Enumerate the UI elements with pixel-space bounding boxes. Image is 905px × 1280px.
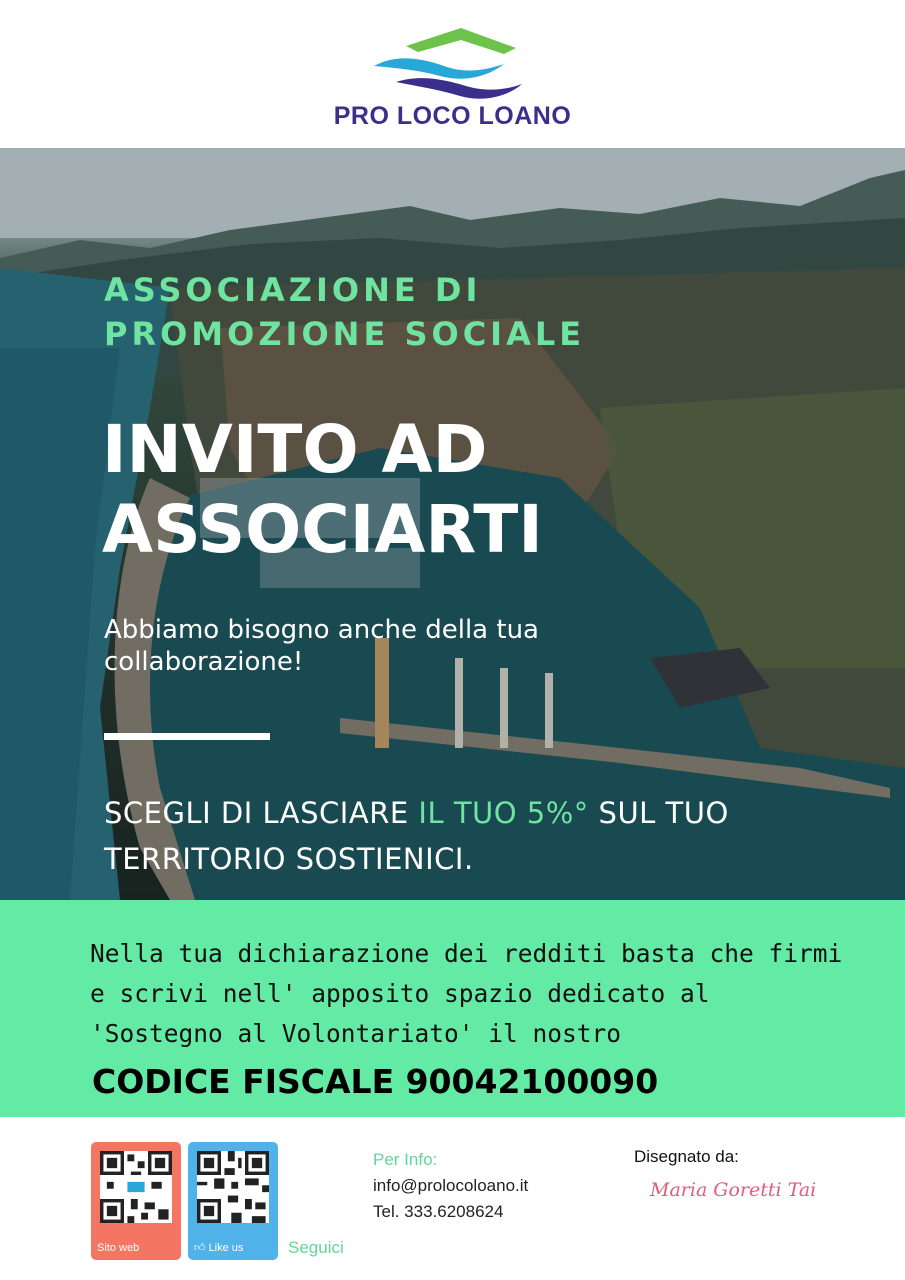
choose-text-start: SCEGLI DI LASCIARE xyxy=(104,796,419,830)
five-per-mille-message xyxy=(104,790,804,882)
contact-info xyxy=(373,1147,528,1225)
logo-wordmark: PRO LOCO LOANO xyxy=(333,102,572,130)
phone-number[interactable]: Tel. 333.6208624 xyxy=(373,1202,504,1221)
fiscal-code: CODICE FISCALE 90042100090 xyxy=(92,1062,659,1101)
footer xyxy=(0,1117,905,1280)
tax-instructions: Nella tua dichiarazione dei redditi basta che firmi e scrivi nell' apposito spazio dedicato al 'Sostegno al Volontariato' il nostro xyxy=(90,939,843,1048)
follow-label: Seguici xyxy=(288,1238,344,1257)
designer-signature: Maria Goretti Tai xyxy=(650,1179,817,1201)
like-caption-text: Like us xyxy=(208,1242,244,1254)
choose-highlight: IL TUO 5%° xyxy=(418,796,589,830)
facebook-qr-card[interactable] xyxy=(188,1142,278,1260)
choose-text-end: SUL TUO TERRITORIO SOSTIENICI. xyxy=(104,796,729,876)
qr-code-icon xyxy=(100,1151,172,1223)
header xyxy=(0,0,905,148)
qr-code-icon xyxy=(197,1151,269,1223)
divider-rule xyxy=(104,733,270,740)
like-caption xyxy=(194,1241,243,1254)
thumbs-up-icon: 👍︎ xyxy=(194,1242,206,1254)
pro-loco-logo-icon xyxy=(366,24,536,104)
association-kicker: ASSOCIAZIONE DI PROMOZIONE SOCIALE xyxy=(104,271,586,353)
info-label: Per Info: xyxy=(373,1150,438,1169)
hero-harbor-photo xyxy=(0,148,905,900)
collaboration-subtitle: Abbiamo bisogno anche della tua collaborazione! xyxy=(104,615,539,677)
page-title: INVITO AD ASSOCIARTI xyxy=(102,411,543,568)
website-qr-card[interactable] xyxy=(91,1142,181,1260)
website-caption: Sito web xyxy=(97,1242,140,1254)
designer-credit-label: Disegnato da: xyxy=(634,1147,739,1166)
email-link[interactable]: info@prolocoloano.it xyxy=(373,1176,529,1195)
tax-info-band xyxy=(0,900,905,1117)
